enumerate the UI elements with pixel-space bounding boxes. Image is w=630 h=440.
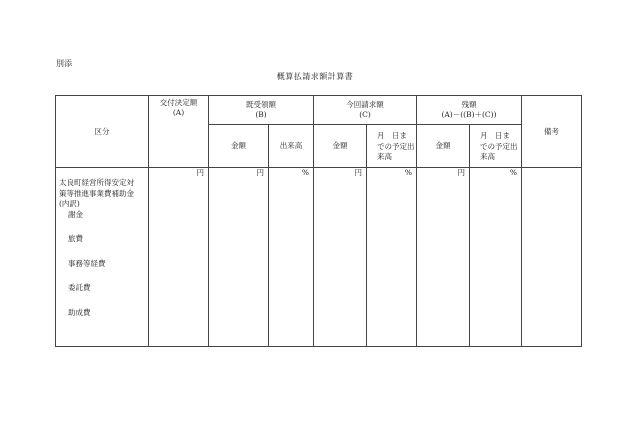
calculation-table xyxy=(55,95,582,347)
sched-line-2: での予定出 xyxy=(377,141,415,151)
remarks-cell xyxy=(522,168,582,347)
sched-line-3: 来高 xyxy=(377,152,392,162)
received-amount-code: (B) xyxy=(255,110,267,119)
item-consignment: 委託費 xyxy=(68,283,91,292)
received-output-subheader: 出来高 xyxy=(269,125,314,168)
current-request-header xyxy=(314,96,417,125)
item-office-expenses: 事務等経費 xyxy=(68,258,106,268)
balance-scheduled-output-cell: % xyxy=(470,168,522,347)
grant-name-line-1: 太良町経営所得安定対 xyxy=(59,178,134,187)
current-amount-subheader: 金額 xyxy=(314,125,367,168)
current-scheduled-output-cell: % xyxy=(367,168,417,347)
header-row-1 xyxy=(56,96,582,125)
balance-header xyxy=(417,96,522,125)
current-scheduled-output-subheader xyxy=(367,125,417,168)
balance-formula: (A)－((B)＋(C)) xyxy=(441,110,497,119)
sched-line-1: 月 日ま xyxy=(377,131,407,141)
grant-category-cell xyxy=(56,168,149,347)
category-header-label: 区分 xyxy=(94,126,110,136)
balance-amount-cell: 円 xyxy=(417,168,470,347)
received-amount-cell: 円 xyxy=(209,168,269,347)
balance-label: 残額 xyxy=(461,100,477,109)
body-row xyxy=(56,168,582,347)
document-title: 概算払請求額計算書 xyxy=(276,72,354,81)
remarks-header xyxy=(522,96,582,168)
received-amount-label: 既受領額 xyxy=(246,100,276,109)
breakdown-label: (内訳) xyxy=(59,199,80,208)
received-amount-header xyxy=(209,96,314,125)
sched-line-2: での予定出 xyxy=(480,141,518,151)
decided-amount-header xyxy=(149,96,209,168)
decided-amount-label: 交付決定額 xyxy=(159,98,198,107)
decided-amount-cell: 円 xyxy=(149,168,209,347)
item-subsidy: 助成費 xyxy=(68,307,91,317)
current-request-code: (C) xyxy=(359,110,371,119)
item-honorarium: 謝金 xyxy=(68,209,83,219)
sched-line-1: 月 日ま xyxy=(480,131,510,141)
received-amount-subheader: 金額 xyxy=(209,125,269,168)
received-output-cell: % xyxy=(269,168,314,347)
current-amount-cell: 円 xyxy=(314,168,367,347)
current-request-label: 今回請求額 xyxy=(346,100,384,109)
sched-line-3: 来高 xyxy=(480,152,495,162)
balance-scheduled-output-subheader xyxy=(470,125,522,168)
remarks-label: 備考 xyxy=(544,126,559,136)
grant-name-line-2: 策等推進事業費補助金 xyxy=(59,188,134,198)
decided-amount-code: (A) xyxy=(172,108,185,117)
category-header xyxy=(56,96,149,168)
item-travel: 旅費 xyxy=(68,234,83,243)
balance-amount-subheader: 金額 xyxy=(417,125,470,168)
annex-label: 別添 xyxy=(56,59,72,68)
